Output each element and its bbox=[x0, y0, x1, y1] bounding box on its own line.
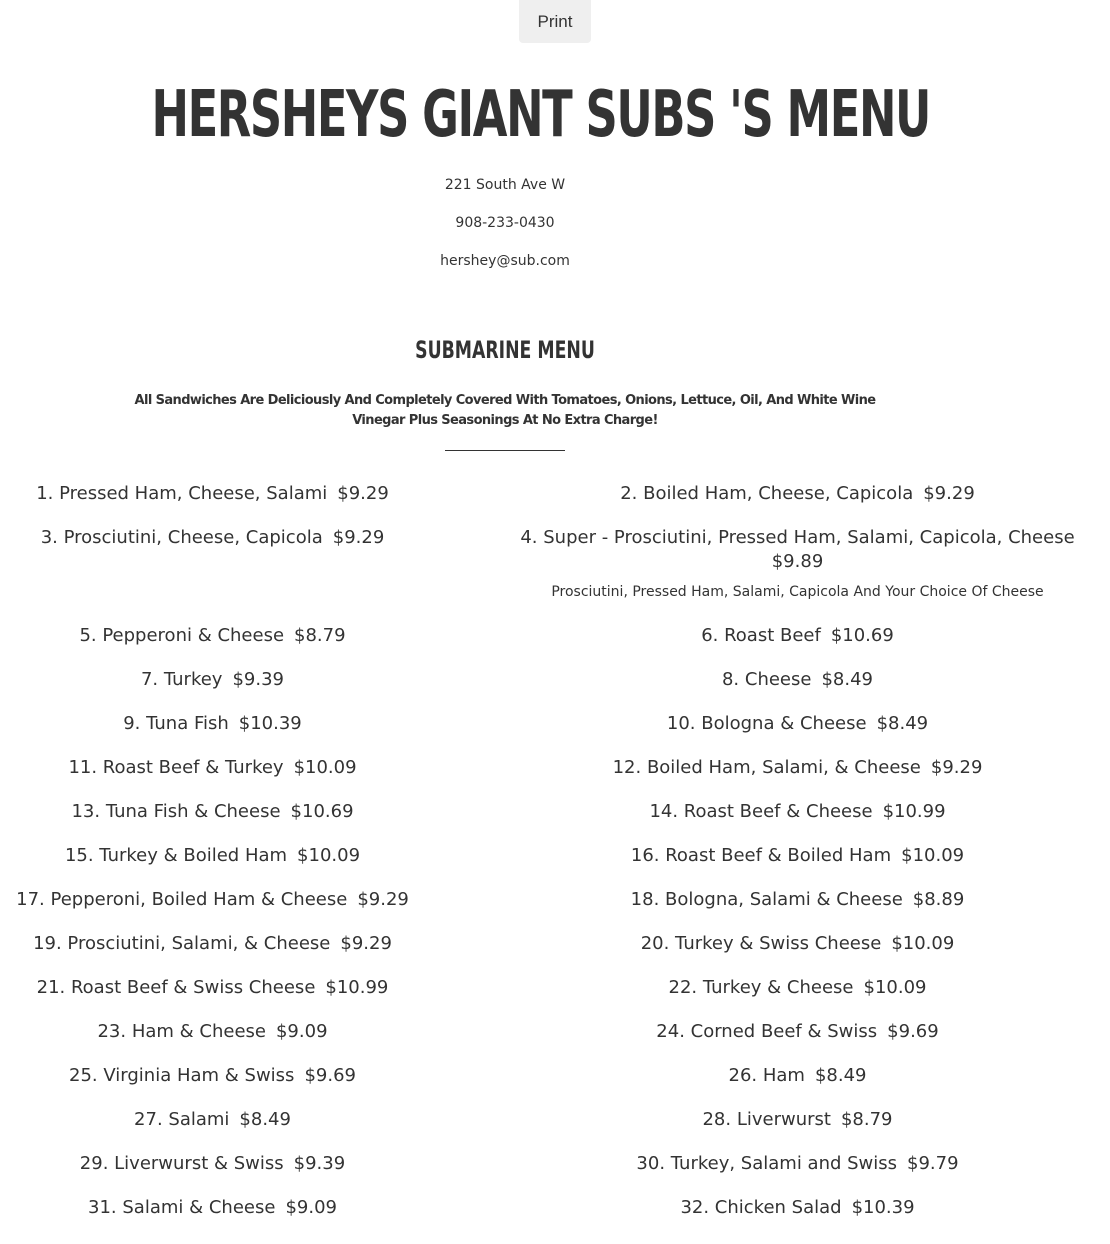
menu-item bbox=[510, 668, 1085, 692]
menu-item bbox=[0, 888, 425, 912]
menu-item-price: $8.79 bbox=[294, 625, 346, 646]
print-bar bbox=[0, 0, 1110, 43]
menu-item bbox=[0, 976, 425, 1000]
menu-item-price: $9.29 bbox=[923, 483, 975, 504]
menu-item bbox=[0, 1064, 425, 1088]
menu-item-name: 12. Boiled Ham, Salami, & Cheese bbox=[612, 757, 921, 778]
menu-item bbox=[510, 756, 1085, 780]
menu-item-name: 20. Turkey & Swiss Cheese bbox=[640, 933, 882, 954]
menu-item bbox=[0, 712, 425, 736]
menu-item-name: 6. Roast Beef bbox=[701, 625, 821, 646]
menu-item-name: 11. Roast Beef & Turkey bbox=[68, 757, 284, 778]
menu-item-description: Prosciutini, Pressed Ham, Salami, Capicola And Your Choice Of Cheese bbox=[551, 584, 1044, 600]
menu-item bbox=[510, 482, 1085, 506]
menu-item bbox=[510, 1064, 1085, 1088]
menu-item-price: $10.39 bbox=[238, 713, 302, 734]
menu-item-price: $9.29 bbox=[337, 483, 389, 504]
menu-item-price: $8.89 bbox=[912, 889, 965, 910]
restaurant-phone: 908-233-0430 bbox=[455, 215, 555, 231]
menu-item-price: $10.09 bbox=[891, 933, 955, 954]
menu-item-price: $9.29 bbox=[332, 527, 385, 548]
menu-item-name: 10. Bologna & Cheese bbox=[666, 713, 867, 734]
menu-item-name: 21. Roast Beef & Swiss Cheese bbox=[36, 977, 316, 998]
menu-item-price: $9.69 bbox=[304, 1065, 356, 1086]
menu-item-price: $10.09 bbox=[293, 757, 357, 778]
menu-item-name: 19. Prosciutini, Salami, & Cheese bbox=[33, 933, 331, 954]
menu-item-price: $10.69 bbox=[290, 801, 354, 822]
menu-item bbox=[0, 800, 425, 824]
menu-item-name: 3. Prosciutini, Cheese, Capicola bbox=[40, 527, 323, 548]
section-description: All Sandwiches Are Deliciously And Completely Covered With Tomatoes, Onions, Lettuce, Oil, And White Wine Vinegar Plus Seasonings At No Extra Charge! bbox=[134, 393, 876, 428]
menu-item-price: $9.89 bbox=[771, 551, 824, 572]
menu-item-name: 16. Roast Beef & Boiled Ham bbox=[630, 845, 892, 866]
menu-item-price: $10.09 bbox=[297, 845, 361, 866]
menu-item-name: 25. Virginia Ham & Swiss bbox=[69, 1065, 295, 1086]
menu-item bbox=[0, 1196, 425, 1220]
menu-item-price: $9.29 bbox=[930, 757, 983, 778]
menu-item-name: 8. Cheese bbox=[721, 669, 812, 690]
menu-item-price: $9.79 bbox=[907, 1153, 959, 1174]
menu-item-price: $8.79 bbox=[840, 1109, 893, 1130]
menu-item bbox=[0, 1152, 425, 1176]
menu-item-price: $8.49 bbox=[821, 669, 873, 690]
menu-item-price: $9.09 bbox=[275, 1021, 328, 1042]
menu-item bbox=[510, 624, 1085, 648]
menu-item bbox=[0, 482, 425, 506]
menu-item-price: $10.09 bbox=[863, 977, 927, 998]
menu-item-name: 30. Turkey, Salami and Swiss bbox=[636, 1153, 898, 1174]
menu-item-name: 32. Chicken Salad bbox=[680, 1197, 842, 1218]
menu-item-name: 17. Pepperoni, Boiled Ham & Cheese bbox=[16, 889, 348, 910]
print-button[interactable]: Print bbox=[519, 0, 591, 43]
menu-item bbox=[510, 1196, 1085, 1220]
menu-item-name: 7. Turkey bbox=[140, 669, 223, 690]
menu-item-price: $10.09 bbox=[901, 845, 965, 866]
section-divider bbox=[445, 450, 565, 451]
menu-item-name: 29. Liverwurst & Swiss bbox=[79, 1153, 284, 1174]
menu-item-price: $10.99 bbox=[882, 801, 946, 822]
menu-item-name: 13. Tuna Fish & Cheese bbox=[71, 801, 281, 822]
menu-item-name: 26. Ham bbox=[728, 1065, 805, 1086]
menu-item-name: 24. Corned Beef & Swiss bbox=[656, 1021, 878, 1042]
menu-item-price: $9.39 bbox=[232, 669, 284, 690]
menu-item bbox=[510, 800, 1085, 824]
menu-item bbox=[510, 712, 1085, 736]
section-title: SUBMARINE MENU bbox=[415, 336, 595, 364]
menu-item bbox=[0, 1108, 425, 1132]
menu-item-name: 18. Bologna, Salami & Cheese bbox=[630, 889, 903, 910]
menu-item bbox=[0, 1020, 425, 1044]
restaurant-name: HERSHEYS GIANT SUBS 'S MENU bbox=[151, 78, 931, 152]
menu-item bbox=[510, 888, 1085, 912]
menu-item-price: $9.39 bbox=[293, 1153, 346, 1174]
menu-item bbox=[510, 1108, 1085, 1132]
menu-item bbox=[510, 844, 1085, 868]
menu-item bbox=[510, 1020, 1085, 1044]
menu-item-name: 2. Boiled Ham, Cheese, Capicola bbox=[620, 483, 914, 504]
menu-item-price: $10.99 bbox=[325, 977, 389, 998]
menu-item bbox=[510, 526, 1085, 602]
menu-item-name: 23. Ham & Cheese bbox=[97, 1021, 266, 1042]
menu-item bbox=[510, 932, 1085, 956]
menu-item-name: 28. Liverwurst bbox=[702, 1109, 831, 1130]
menu-item-name: 15. Turkey & Boiled Ham bbox=[64, 845, 288, 866]
menu-item-price: $9.69 bbox=[887, 1021, 939, 1042]
restaurant-email: hershey@sub.com bbox=[440, 253, 570, 269]
menu-item-price: $9.09 bbox=[285, 1197, 337, 1218]
menu-item bbox=[0, 844, 425, 868]
restaurant-address: 221 South Ave W bbox=[444, 177, 566, 193]
menu-item-price: $10.39 bbox=[851, 1197, 915, 1218]
menu-item bbox=[510, 1152, 1085, 1176]
menu-item-price: $9.29 bbox=[340, 933, 392, 954]
menu-item bbox=[0, 756, 425, 780]
menu-item bbox=[0, 526, 425, 550]
menu-item-price: $10.69 bbox=[830, 625, 894, 646]
menu-item-price: $8.49 bbox=[876, 713, 929, 734]
menu-item-price: $9.29 bbox=[357, 889, 409, 910]
menu-item-name: 9. Tuna Fish bbox=[123, 713, 229, 734]
menu-item-price: $8.49 bbox=[239, 1109, 291, 1130]
menu-item bbox=[510, 976, 1085, 1000]
menu-item bbox=[0, 624, 425, 648]
menu-item-name: 5. Pepperoni & Cheese bbox=[79, 625, 285, 646]
menu-item-name: 27. Salami bbox=[134, 1109, 230, 1130]
menu-item bbox=[0, 668, 425, 692]
menu-item-name: 1. Pressed Ham, Cheese, Salami bbox=[36, 483, 328, 504]
menu-item-name: 22. Turkey & Cheese bbox=[668, 977, 854, 998]
menu-item-name: 31. Salami & Cheese bbox=[88, 1197, 276, 1218]
menu-item-price: $8.49 bbox=[814, 1065, 867, 1086]
menu-item-name: 14. Roast Beef & Cheese bbox=[649, 801, 873, 822]
menu-item-name: 4. Super - Prosciutini, Pressed Ham, Salami, Capicola, Cheese bbox=[520, 527, 1075, 548]
menu-item bbox=[0, 932, 425, 956]
